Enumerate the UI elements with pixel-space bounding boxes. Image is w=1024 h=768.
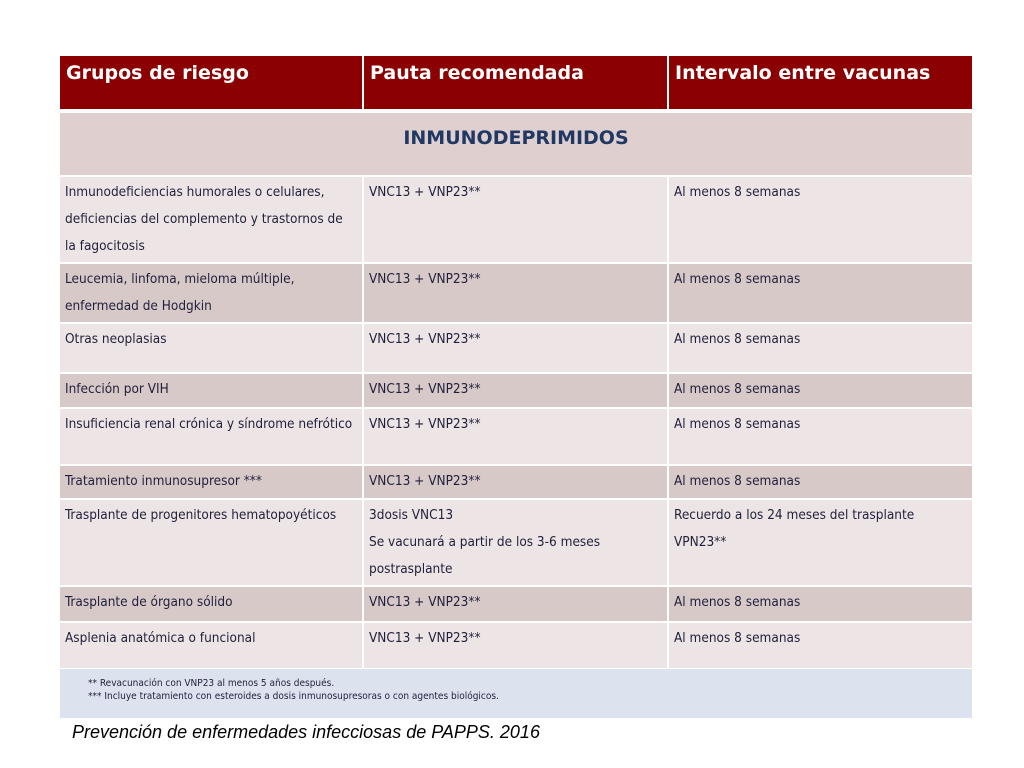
footnotes bbox=[60, 669, 972, 718]
cell-grupo: Trasplante de órgano sólido bbox=[60, 586, 363, 622]
cell-pauta-line: 3dosis VNC13 bbox=[369, 507, 454, 523]
table-row bbox=[60, 263, 972, 323]
cell-grupo: Inmunodeficiencias humorales o celulares, deficiencias del complemento y trastornos de la fagocitosis bbox=[60, 176, 363, 263]
table-row bbox=[60, 176, 972, 263]
table-row bbox=[60, 622, 972, 669]
cell-pauta: VNC13 + VNP23** bbox=[363, 373, 668, 408]
table-row bbox=[60, 586, 972, 622]
cell-grupo: Tratamiento inmunosupresor *** bbox=[60, 465, 363, 499]
cell-grupo: Trasplante de progenitores hematopoyéticos bbox=[60, 499, 363, 586]
cell-intervalo: Al menos 8 semanas bbox=[668, 586, 972, 622]
source-caption: Prevención de enfermedades infecciosas de PAPPS. 2016 bbox=[72, 722, 540, 742]
table-header-row bbox=[60, 56, 972, 111]
cell-pauta-extra: Se vacunará a partir de los 3-6 meses postrasplante bbox=[369, 534, 601, 577]
cell-grupo: Otras neoplasias bbox=[60, 323, 363, 373]
group-row bbox=[60, 111, 972, 176]
table-row bbox=[60, 465, 972, 499]
header-grupos: Grupos de riesgo bbox=[60, 56, 363, 111]
table-row bbox=[60, 408, 972, 465]
cell-intervalo: Recuerdo a los 24 meses del trasplante VPN23** bbox=[668, 499, 972, 586]
cell-grupo: Asplenia anatómica o funcional bbox=[60, 622, 363, 669]
cell-pauta: VNC13 + VNP23** bbox=[363, 408, 668, 465]
cell-pauta: VNC13 + VNP23** bbox=[363, 586, 668, 622]
cell-grupo: Insuficiencia renal crónica y síndrome nefrótico bbox=[60, 408, 363, 465]
cell-intervalo: Al menos 8 semanas bbox=[668, 373, 972, 408]
footnote-tratamiento: *** Incluye tratamiento con esteroides a dosis inmunosupresoras o con agentes biológicos. bbox=[88, 691, 499, 702]
table-row bbox=[60, 499, 972, 586]
cell-pauta: VNC13 + VNP23** bbox=[363, 263, 668, 323]
cell-intervalo: Al menos 8 semanas bbox=[668, 622, 972, 669]
footnote-revacunacion: ** Revacunación con VNP23 al menos 5 años después. bbox=[88, 678, 335, 689]
cell-grupo: Infección por VIH bbox=[60, 373, 363, 408]
cell-pauta: VNC13 + VNP23** bbox=[363, 465, 668, 499]
cell-intervalo: Al menos 8 semanas bbox=[668, 408, 972, 465]
cell-pauta: VNC13 + VNP23** bbox=[363, 323, 668, 373]
header-pauta: Pauta recomendada bbox=[363, 56, 668, 111]
header-intervalo: Intervalo entre vacunas bbox=[668, 56, 972, 111]
group-title: INMUNODEPRIMIDOS bbox=[60, 111, 972, 176]
table-row bbox=[60, 323, 972, 373]
cell-intervalo: Al menos 8 semanas bbox=[668, 323, 972, 373]
cell-intervalo: Al menos 8 semanas bbox=[668, 263, 972, 323]
cell-pauta: VNC13 + VNP23** bbox=[363, 622, 668, 669]
cell-grupo: Leucemia, linfoma, mieloma múltiple, enfermedad de Hodgkin bbox=[60, 263, 363, 323]
table-row bbox=[60, 373, 972, 408]
vaccine-table bbox=[60, 56, 972, 670]
cell-pauta: VNC13 + VNP23** bbox=[363, 176, 668, 263]
vaccine-table-container bbox=[60, 56, 972, 670]
cell-pauta bbox=[363, 499, 668, 586]
cell-intervalo: Al menos 8 semanas bbox=[668, 465, 972, 499]
cell-intervalo: Al menos 8 semanas bbox=[668, 176, 972, 263]
